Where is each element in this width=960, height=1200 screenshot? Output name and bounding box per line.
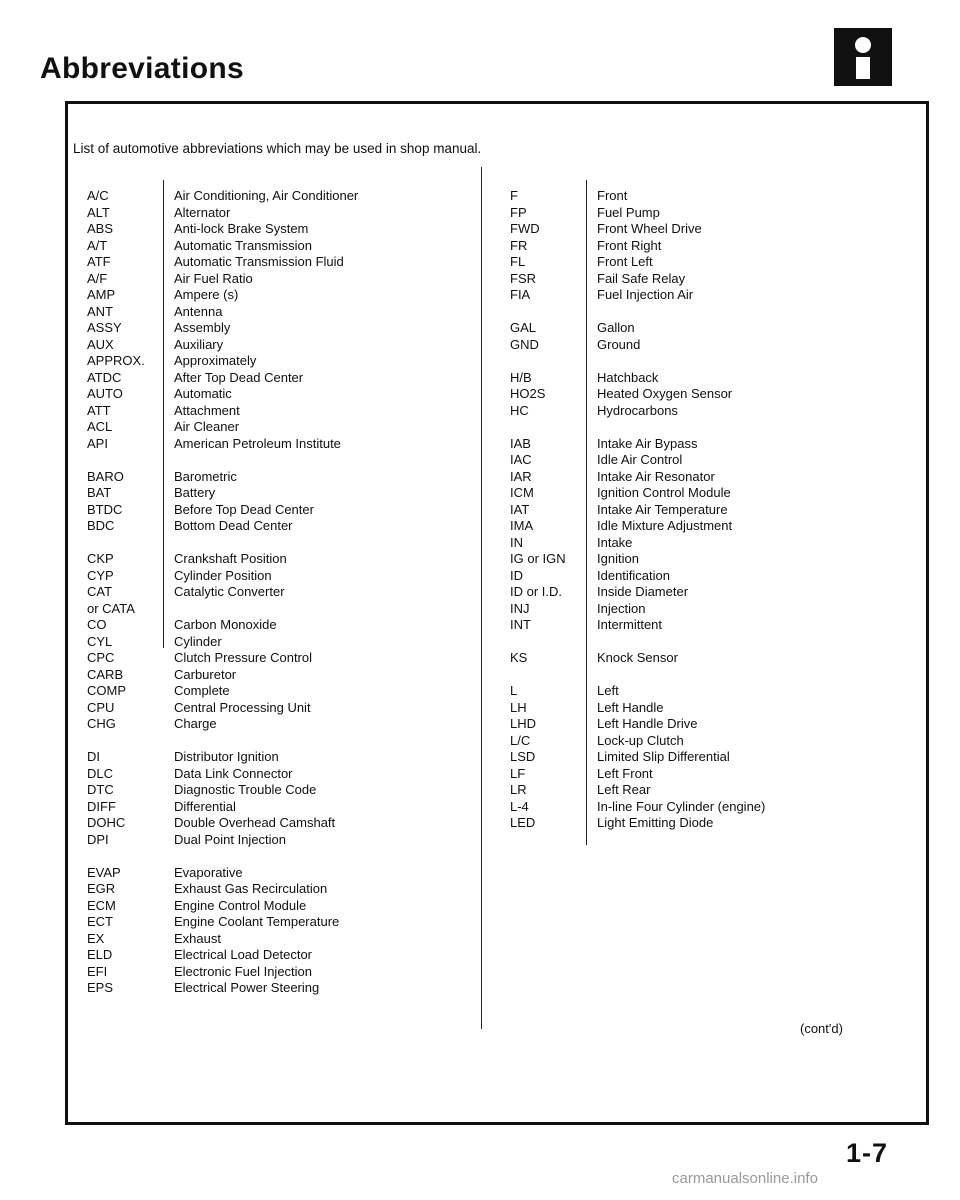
abbreviation-definition: Front xyxy=(597,188,628,203)
abbreviation-term: LR xyxy=(510,782,527,797)
abbreviation-term: A/T xyxy=(87,237,108,253)
abbreviation-definition: Left Rear xyxy=(597,782,651,797)
abbreviation-term: BARO xyxy=(87,468,124,484)
abbreviation-term: ATT xyxy=(87,402,111,418)
abbreviation-term: EGR xyxy=(87,881,116,896)
abbreviation-definition: Limited Slip Differential xyxy=(597,749,730,764)
abbreviation-term: A/C xyxy=(87,188,109,203)
abbreviation-term: DTC xyxy=(87,782,114,797)
abbreviation-definition: Cylinder Position xyxy=(174,567,272,583)
abbreviation-term: FIA xyxy=(510,287,531,302)
abbreviation-term: ACL xyxy=(87,419,113,434)
abbreviation-definition: Electrical Power Steering xyxy=(174,980,320,995)
abbreviation-definition: Clutch Pressure Control xyxy=(174,650,312,665)
abbreviation-term: L-4 xyxy=(510,798,529,814)
abbreviation-definition: Intake Air Bypass xyxy=(597,435,698,451)
abbreviation-term: DIFF xyxy=(87,798,116,814)
abbreviation-term: L/C xyxy=(510,732,531,748)
abbreviation-definition: Lock-up Clutch xyxy=(597,732,684,748)
abbreviation-definition: Left Front xyxy=(597,765,653,781)
abbreviation-definition: Exhaust Gas Recirculation xyxy=(174,881,328,896)
abbreviation-definition: Electronic Fuel Injection xyxy=(174,963,313,979)
group-spacer xyxy=(174,848,358,865)
abbreviation-term: CYL xyxy=(87,633,113,649)
abbreviation-definition: Knock Sensor xyxy=(597,650,678,665)
abbreviation-definition: Approximately xyxy=(174,353,257,368)
abbreviation-term: IAC xyxy=(510,452,532,467)
abbreviation-definition: Ground xyxy=(597,336,641,352)
abbreviation-definition: Hydrocarbons xyxy=(597,402,678,418)
group-spacer xyxy=(87,535,145,552)
abbreviation-definition: Fuel Pump xyxy=(597,204,660,220)
abbreviation-definition: Crankshaft Position xyxy=(174,551,287,566)
abbreviation-term: EFI xyxy=(87,963,108,979)
abbreviation-term: ELD xyxy=(87,947,113,962)
abbreviation-definition: Fuel Injection Air xyxy=(597,287,694,302)
abbreviation-definition: Left Handle Drive xyxy=(597,716,698,731)
abbreviation-definition: Air Fuel Ratio xyxy=(174,270,253,286)
intro-text: List of automotive abbreviations which may be used in shop manual. xyxy=(73,141,482,156)
info-icon-dot xyxy=(855,37,871,53)
abbreviation-term: IAT xyxy=(510,501,530,517)
abbreviation-term: LSD xyxy=(510,749,536,764)
abbreviation-definition: Engine Coolant Temperature xyxy=(174,914,340,929)
abbreviation-term: ICM xyxy=(510,485,534,500)
page-title: Abbreviations xyxy=(40,52,244,85)
page-number: 1-7 xyxy=(846,1138,889,1168)
group-spacer xyxy=(87,733,145,750)
abbreviation-term: FWD xyxy=(510,221,540,236)
abbreviation-definition: Idle Air Control xyxy=(597,452,683,467)
abbreviation-term: LED xyxy=(510,815,536,830)
abbreviation-definition: Electrical Load Detector xyxy=(174,947,313,962)
group-spacer xyxy=(174,733,358,750)
abbreviation-definition: Complete xyxy=(174,683,230,698)
abbreviation-term: ATDC xyxy=(87,369,122,385)
abbreviation-definition: Air Cleaner xyxy=(174,419,240,434)
abbreviation-definition: Front Wheel Drive xyxy=(597,221,702,236)
abbreviation-definition: Automatic xyxy=(174,386,232,401)
abbreviation-term: CARB xyxy=(87,666,124,682)
footer-watermark: carmanualsonline.info xyxy=(672,1170,818,1187)
abbreviation-definition: Carburetor xyxy=(174,666,237,682)
abbreviation-definition: Gallon xyxy=(597,320,635,335)
abbreviation-definition: Central Processing Unit xyxy=(174,699,311,715)
abbreviation-term: KS xyxy=(510,650,528,665)
abbreviation-definition: Ampere (s) xyxy=(174,287,239,302)
abbreviation-term: BAT xyxy=(87,485,112,500)
group-spacer xyxy=(174,452,358,469)
abbreviation-term: CHG xyxy=(87,716,116,731)
abbreviation-definition: Bottom Dead Center xyxy=(174,518,293,533)
abbreviation-term: DOHC xyxy=(87,815,126,830)
abbreviation-term: EPS xyxy=(87,980,114,995)
abbreviation-definition: Engine Control Module xyxy=(174,897,307,913)
abbreviation-definition: Anti-lock Brake System xyxy=(174,221,309,236)
abbreviation-definition: Light Emitting Diode xyxy=(597,815,714,830)
abbreviation-term: GND xyxy=(510,336,539,352)
abbreviation-definition: Injection xyxy=(597,600,646,616)
abbreviation-term: CKP xyxy=(87,551,114,566)
abbreviation-term: INJ xyxy=(510,600,530,616)
abbreviation-definition: Differential xyxy=(174,798,236,814)
right-abbreviation-column xyxy=(510,188,566,832)
group-spacer xyxy=(510,353,566,370)
abbreviation-term: AUTO xyxy=(87,386,123,401)
group-spacer xyxy=(510,419,566,436)
abbreviation-definition: Intake Air Resonator xyxy=(597,468,715,484)
abbreviation-term: FP xyxy=(510,204,527,220)
abbreviation-definition: Front Left xyxy=(597,254,653,269)
abbreviation-definition: Intake xyxy=(597,534,633,550)
abbreviation-definition: Intake Air Temperature xyxy=(597,501,728,517)
left-definition-column xyxy=(174,188,358,997)
abbreviation-term: BTDC xyxy=(87,501,123,517)
abbreviation-term: INT xyxy=(510,617,531,632)
abbreviation-term: ATF xyxy=(87,254,111,269)
abbreviation-definition: Evaporative xyxy=(174,864,243,880)
abbreviation-definition: Air Conditioning, Air Conditioner xyxy=(174,188,359,203)
abbreviation-definition: Double Overhead Camshaft xyxy=(174,815,336,830)
abbreviation-definition: Automatic Transmission xyxy=(174,237,312,253)
abbreviation-definition: After Top Dead Center xyxy=(174,369,304,385)
abbreviation-definition: Fail Safe Relay xyxy=(597,270,686,286)
abbreviation-term: FSR xyxy=(510,270,536,286)
abbreviation-term: DI xyxy=(87,749,100,764)
info-icon xyxy=(834,28,892,86)
abbreviation-term: ALT xyxy=(87,204,110,220)
right-column-divider xyxy=(586,180,587,845)
abbreviation-definition: Antenna xyxy=(174,303,223,319)
abbreviation-definition: Idle Mixture Adjustment xyxy=(597,518,733,533)
left-column-divider xyxy=(163,180,164,648)
group-spacer xyxy=(510,634,566,651)
abbreviation-term: LHD xyxy=(510,716,537,731)
abbreviation-term: APPROX. xyxy=(87,353,145,368)
abbreviation-term: HO2S xyxy=(510,386,546,401)
abbreviation-term: DLC xyxy=(87,765,114,781)
abbreviation-term: LF xyxy=(510,765,526,781)
abbreviation-term: CYP xyxy=(87,567,114,583)
group-spacer xyxy=(510,304,566,321)
abbreviation-definition: Left xyxy=(597,683,619,698)
abbreviation-term: FL xyxy=(510,254,526,269)
abbreviation-term: or CATA xyxy=(87,600,135,616)
abbreviation-definition: Exhaust xyxy=(174,930,221,946)
left-abbreviation-column xyxy=(87,188,145,997)
abbreviation-term: ASSY xyxy=(87,320,122,335)
abbreviation-term: ABS xyxy=(87,221,114,236)
abbreviation-term: ECT xyxy=(87,914,113,929)
abbreviation-definition: Left Handle xyxy=(597,699,664,715)
abbreviation-definition: American Petroleum Institute xyxy=(174,435,341,451)
abbreviation-definition: Inside Diameter xyxy=(597,584,689,599)
abbreviation-definition: Carbon Monoxide xyxy=(174,617,277,632)
group-spacer xyxy=(597,634,765,651)
abbreviation-definition: Data Link Connector xyxy=(174,765,293,781)
abbreviation-definition: Auxiliary xyxy=(174,336,224,352)
abbreviation-term: CAT xyxy=(87,584,113,599)
abbreviation-term: AMP xyxy=(87,287,116,302)
group-spacer xyxy=(87,848,145,865)
abbreviation-term: F xyxy=(510,188,518,203)
abbreviation-definition: Dual Point Injection xyxy=(174,831,287,847)
abbreviation-term: L xyxy=(510,683,518,698)
abbreviation-definition: Ignition Control Module xyxy=(597,485,731,500)
abbreviation-definition: Hatchback xyxy=(597,369,659,385)
group-spacer xyxy=(597,353,765,370)
abbreviation-term: EX xyxy=(87,930,105,946)
abbreviation-term: FR xyxy=(510,237,528,253)
continued-note: (cont'd) xyxy=(800,1021,843,1036)
info-icon-bar xyxy=(856,57,870,79)
abbreviation-definition: Front Right xyxy=(597,237,662,253)
abbreviation-term: CPU xyxy=(87,699,115,715)
abbreviation-term: IMA xyxy=(510,518,534,533)
abbreviation-definition: Before Top Dead Center xyxy=(174,501,314,517)
abbreviation-term: COMP xyxy=(87,683,126,698)
abbreviation-definition: Automatic Transmission Fluid xyxy=(174,254,344,269)
abbreviation-definition: Distributor Ignition xyxy=(174,749,279,764)
abbreviation-definition: Assembly xyxy=(174,320,231,335)
abbreviation-definition: In-line Four Cylinder (engine) xyxy=(597,798,766,814)
group-spacer xyxy=(174,535,358,552)
abbreviation-term: ID or I.D. xyxy=(510,584,563,599)
abbreviation-term: IAB xyxy=(510,435,531,451)
right-definition-column xyxy=(597,188,765,832)
abbreviation-term: DPI xyxy=(87,831,109,847)
abbreviation-term: ANT xyxy=(87,303,113,319)
abbreviation-definition: Alternator xyxy=(174,204,231,220)
abbreviation-definition: Barometric xyxy=(174,468,237,484)
abbreviation-term: H/B xyxy=(510,369,532,385)
group-spacer xyxy=(87,452,145,469)
abbreviation-term: IAR xyxy=(510,468,532,484)
abbreviation-definition: Diagnostic Trouble Code xyxy=(174,782,317,797)
abbreviation-definition: Charge xyxy=(174,716,217,731)
abbreviation-definition: Battery xyxy=(174,485,216,500)
center-divider xyxy=(481,167,482,1029)
abbreviation-term: CPC xyxy=(87,650,115,665)
abbreviation-term: BDC xyxy=(87,518,115,533)
group-spacer xyxy=(597,304,765,321)
abbreviation-term: EVAP xyxy=(87,864,121,880)
abbreviation-definition: Identification xyxy=(597,567,670,583)
abbreviation-term: CO xyxy=(87,617,107,632)
abbreviation-definition: Heated Oxygen Sensor xyxy=(597,386,733,401)
abbreviation-definition: Intermittent xyxy=(597,617,663,632)
abbreviation-definition: Cylinder xyxy=(174,633,222,649)
abbreviation-term: API xyxy=(87,435,108,451)
abbreviation-term: ECM xyxy=(87,897,116,913)
abbreviation-term: HC xyxy=(510,402,529,418)
abbreviation-term: IG or IGN xyxy=(510,551,566,566)
abbreviation-term: AUX xyxy=(87,336,114,352)
abbreviation-definition: Attachment xyxy=(174,402,240,418)
group-spacer xyxy=(597,419,765,436)
group-spacer xyxy=(510,667,566,684)
abbreviation-term: ID xyxy=(510,567,523,583)
abbreviation-term: LH xyxy=(510,699,527,715)
group-spacer xyxy=(597,667,765,684)
abbreviation-term: GAL xyxy=(510,320,537,335)
abbreviation-term: IN xyxy=(510,534,523,550)
abbreviation-definition: Catalytic Converter xyxy=(174,584,285,599)
abbreviation-definition xyxy=(174,601,358,618)
abbreviation-term: A/F xyxy=(87,270,108,286)
abbreviation-definition: Ignition xyxy=(597,551,639,566)
